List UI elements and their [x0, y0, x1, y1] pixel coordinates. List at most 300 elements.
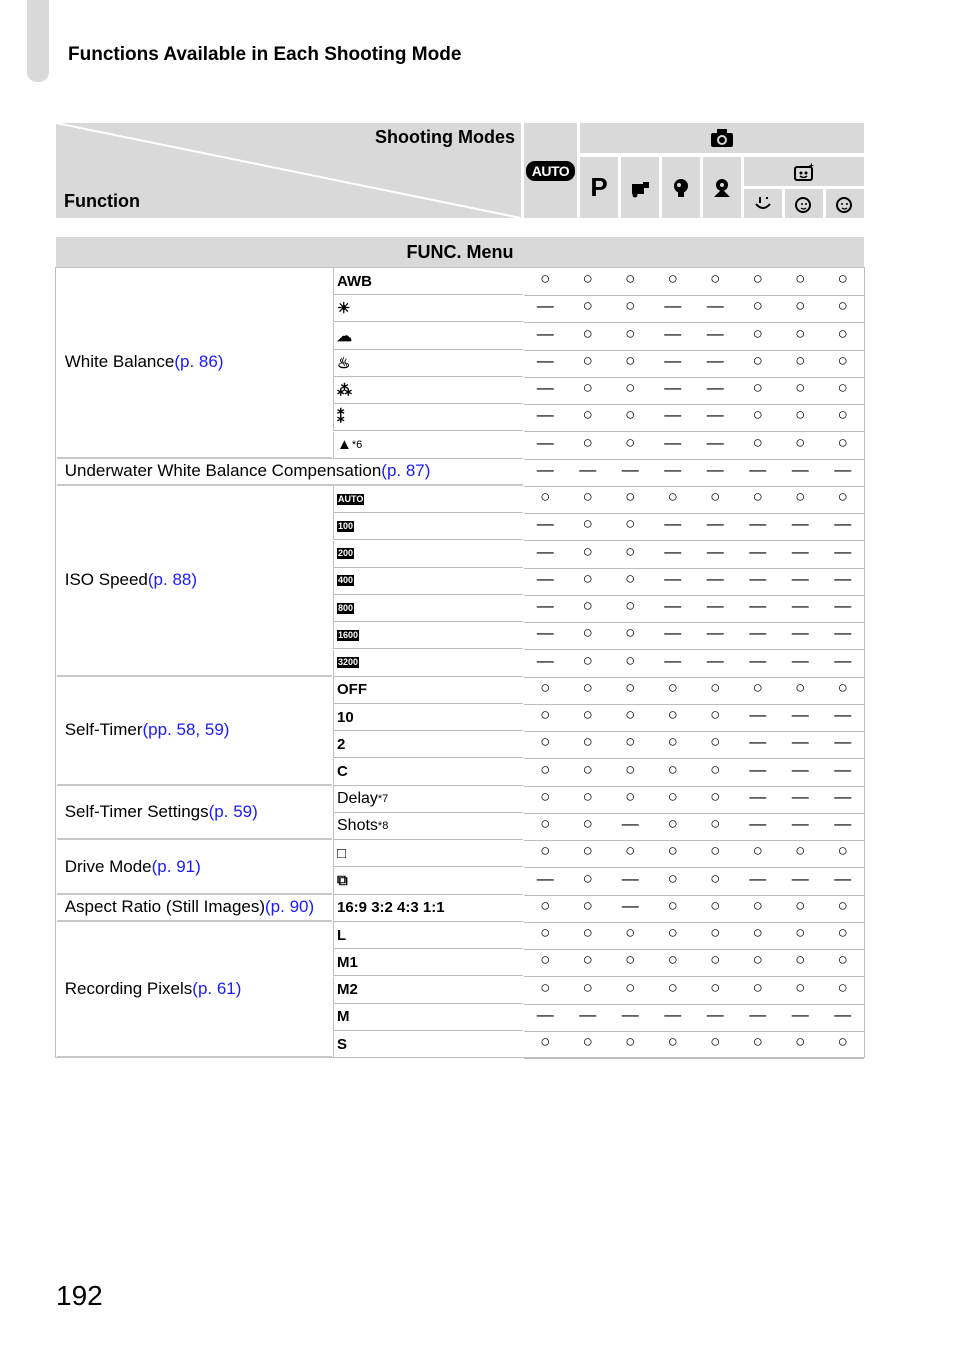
availability-cell: ○	[625, 514, 636, 534]
setting-option	[333, 350, 523, 377]
setting-option-label: 1600	[338, 629, 359, 640]
availability-cell: —	[749, 759, 767, 779]
availability-cell: —	[834, 1004, 852, 1024]
setting-option	[333, 813, 523, 840]
availability-cell: —	[664, 323, 682, 343]
setting-option	[333, 295, 523, 322]
availability-cell: —	[706, 1004, 724, 1024]
availability-cell: —	[834, 568, 852, 588]
availability-cell: —	[536, 405, 554, 425]
page-tab-marker	[27, 0, 49, 82]
availability-cell: —	[791, 732, 809, 752]
setting-option-label: ☀	[337, 300, 351, 318]
setting-option	[333, 541, 523, 568]
availability-cell: ○	[837, 487, 848, 506]
availability-cell: ○	[752, 487, 763, 506]
availability-cell: —	[834, 623, 852, 643]
availability-cell: —	[536, 296, 554, 316]
availability-cell: ○	[625, 977, 636, 997]
availability-cell: —	[664, 568, 682, 588]
availability-cell: ○	[795, 296, 806, 316]
availability-cell: —	[791, 568, 809, 588]
setting-option-label: ⁑	[337, 409, 345, 427]
availability-cell: —	[834, 705, 852, 724]
smart-shutter-group-icon	[793, 162, 815, 182]
page-reference-link[interactable]: (pp. 58, 59)	[142, 720, 230, 740]
availability-cell: ○	[837, 323, 848, 343]
function-name: Drive Mode	[60, 856, 152, 876]
availability-cell: ○	[837, 950, 848, 970]
function-label: Function	[64, 191, 140, 211]
availability-cell: —	[791, 1004, 809, 1024]
setting-option-label: ⧉	[337, 872, 348, 889]
availability-cell: ○	[837, 350, 848, 370]
availability-cell: —	[536, 459, 554, 479]
setting-option-label: ♨	[337, 354, 351, 372]
availability-cell: ○	[795, 350, 806, 370]
availability-cell: ○	[752, 950, 763, 970]
setting-option	[333, 595, 523, 622]
availability-cell: —	[834, 514, 852, 534]
setting-option	[333, 704, 523, 731]
availability-cell: ○	[795, 269, 806, 288]
availability-row	[524, 786, 864, 814]
availability-row	[524, 350, 864, 378]
availability-cell: ○	[625, 732, 636, 752]
availability-cell: ○	[582, 623, 593, 643]
availability-cell: ○	[837, 1032, 848, 1051]
availability-cell: —	[536, 514, 554, 534]
availability-cell: ○	[795, 1032, 806, 1051]
availability-cell: ○	[710, 1032, 721, 1051]
availability-cell: ○	[540, 1032, 551, 1051]
availability-cell: —	[536, 350, 554, 370]
setting-option-label: AUTO	[338, 493, 364, 504]
setting-option-label: Shots	[337, 817, 378, 834]
page-reference-link[interactable]: (p. 86)	[174, 352, 224, 372]
page-reference-link[interactable]: (p. 87)	[381, 461, 431, 481]
availability-cell: —	[706, 514, 724, 534]
availability-cell: ○	[625, 923, 636, 942]
availability-cell: ○	[710, 269, 721, 288]
availability-cell: ○	[710, 487, 721, 506]
availability-cell: —	[791, 514, 809, 534]
availability-cell: —	[664, 296, 682, 316]
setting-option-label: ⁂	[337, 382, 352, 399]
function-name: Self-Timer	[60, 720, 143, 740]
availability-cell: ○	[582, 923, 593, 942]
availability-cell: ○	[582, 350, 593, 370]
setting-option	[333, 513, 523, 540]
availability-cell: ○	[710, 732, 721, 752]
availability-cell: ○	[582, 487, 593, 506]
availability-cell: —	[749, 650, 767, 670]
availability-cell: ○	[710, 977, 721, 997]
availability-cell: ○	[582, 432, 593, 452]
availability-cell: —	[536, 623, 554, 643]
setting-option-label: AWB	[337, 272, 372, 290]
availability-cell: —	[536, 323, 554, 343]
availability-cell: ○	[710, 814, 721, 833]
availability-cell: ○	[582, 677, 593, 697]
function-name: Underwater White Balance Compensation	[60, 461, 382, 481]
availability-row	[524, 650, 864, 678]
availability-cell: —	[536, 432, 554, 452]
availability-cell: ○	[625, 432, 636, 452]
page-reference-link[interactable]: (p. 59)	[208, 802, 258, 821]
availability-row	[524, 568, 864, 596]
availability-cell: —	[749, 514, 767, 534]
availability-row	[524, 541, 864, 569]
availability-cell: —	[621, 1004, 639, 1024]
availability-cell: ○	[752, 432, 763, 452]
availability-cell: ○	[625, 487, 636, 506]
availability-row	[524, 295, 864, 323]
availability-cell: ○	[582, 405, 593, 425]
availability-cell: —	[664, 514, 682, 534]
availability-cell: ○	[837, 895, 848, 915]
setting-option-label: Delay	[337, 789, 378, 807]
availability-cell: ○	[795, 405, 806, 425]
availability-cell: ○	[837, 432, 848, 452]
availability-cell: —	[706, 596, 724, 615]
availability-cell: —	[664, 350, 682, 370]
availability-cell: ○	[540, 705, 551, 724]
availability-cell: —	[706, 568, 724, 588]
availability-cell: ○	[795, 923, 806, 942]
availability-cell: —	[664, 596, 682, 615]
availability-row	[524, 813, 864, 841]
setting-option	[333, 895, 523, 922]
availability-cell: ○	[625, 350, 636, 370]
portrait-movie-icon	[629, 178, 651, 198]
availability-cell: ○	[625, 1032, 636, 1051]
availability-cell: ○	[667, 677, 678, 697]
availability-cell: ○	[540, 950, 551, 970]
availability-cell: —	[791, 786, 809, 806]
availability-cell: ○	[752, 977, 763, 997]
setting-option-label: 400	[338, 575, 354, 586]
availability-cell: —	[706, 405, 724, 425]
function-header-cell	[56, 123, 521, 218]
availability-cell: ○	[667, 487, 678, 506]
availability-cell: ○	[795, 950, 806, 970]
availability-cell: ○	[582, 705, 593, 724]
footnote-marker: *6	[351, 438, 363, 451]
availability-cell: —	[749, 814, 767, 833]
availability-cell: —	[749, 596, 767, 615]
face-self-timer-icon	[834, 194, 856, 214]
availability-cell: —	[621, 814, 639, 833]
setting-option	[333, 949, 523, 976]
availability-cell: ○	[625, 786, 636, 806]
setting-option-label: L	[337, 926, 347, 944]
function-name: Self-Timer Settings	[60, 802, 209, 821]
availability-cell: —	[834, 459, 852, 479]
availability-cell: —	[791, 623, 809, 643]
availability-cell: ○	[752, 269, 763, 288]
availability-row	[524, 731, 864, 759]
availability-cell: ○	[625, 650, 636, 670]
availability-cell: ○	[752, 923, 763, 942]
availability-cell: ○	[582, 786, 593, 806]
availability-cell: ○	[667, 841, 678, 861]
page-number: 192	[56, 1280, 103, 1311]
availability-row	[524, 595, 864, 623]
availability-cell: ○	[540, 923, 551, 942]
setting-option-label: 200	[338, 548, 354, 558]
availability-cell: —	[791, 541, 809, 561]
setting-option	[333, 486, 523, 513]
availability-cell: ○	[667, 923, 678, 942]
availability-cell: ○	[582, 296, 593, 316]
availability-cell: —	[621, 895, 639, 915]
availability-cell: ○	[625, 841, 636, 861]
availability-cell: ○	[752, 895, 763, 915]
auto-mode-column	[524, 123, 577, 218]
availability-row	[524, 868, 864, 896]
availability-cell: ○	[582, 514, 593, 534]
page-reference-link[interactable]: (p. 88)	[147, 570, 198, 590]
availability-row	[524, 513, 864, 541]
availability-cell: ○	[710, 868, 721, 888]
availability-cell: ○	[540, 487, 551, 506]
availability-cell: —	[834, 786, 852, 806]
availability-cell: ○	[837, 977, 848, 997]
setting-option-label: S	[337, 1035, 348, 1053]
function-label-0	[57, 268, 332, 459]
wink-self-timer-icon	[793, 194, 815, 214]
auto-mode-icon: AUTO	[526, 161, 575, 181]
availability-cell: —	[536, 868, 554, 888]
availability-cell: —	[664, 432, 682, 452]
availability-cell: ○	[667, 950, 678, 970]
footnote-marker: *8	[377, 820, 389, 832]
availability-cell: —	[791, 596, 809, 615]
availability-cell: —	[706, 350, 724, 370]
page-title: Functions Available in Each Shooting Mode	[68, 44, 462, 65]
function-label-1	[57, 459, 523, 486]
setting-option-label: 10	[337, 708, 354, 726]
availability-cell: ○	[752, 677, 763, 697]
availability-cell: —	[664, 1004, 682, 1024]
setting-option-label: 3200	[338, 657, 359, 667]
availability-cell: ○	[837, 405, 848, 425]
availability-cell: ○	[667, 786, 678, 806]
availability-cell: —	[706, 323, 724, 343]
availability-cell: —	[706, 378, 724, 397]
mode-column-3	[662, 157, 700, 218]
availability-cell: —	[749, 459, 767, 479]
availability-cell: ○	[837, 841, 848, 861]
footnote-marker: *7	[377, 792, 389, 805]
smart-shutter-icon	[711, 177, 733, 199]
availability-cell: —	[834, 541, 852, 561]
availability-cell: —	[749, 623, 767, 643]
availability-cell: —	[536, 1004, 554, 1024]
availability-row	[524, 1004, 864, 1032]
availability-cell: ○	[582, 323, 593, 343]
availability-cell: ○	[582, 650, 593, 670]
availability-cell: ○	[795, 487, 806, 506]
availability-row	[524, 622, 864, 650]
setting-option	[333, 677, 523, 704]
availability-cell: —	[664, 405, 682, 425]
availability-row	[524, 895, 864, 923]
availability-cell: —	[834, 759, 852, 779]
availability-cell: ○	[667, 895, 678, 915]
page-reference-link[interactable]: (p. 61)	[192, 979, 242, 999]
kids-pets-icon	[670, 177, 692, 199]
availability-cell: —	[536, 596, 554, 615]
availability-cell: ○	[625, 950, 636, 970]
availability-cell: —	[536, 650, 554, 670]
function-label-6	[57, 895, 332, 922]
setting-option	[333, 731, 523, 758]
setting-option-label: C	[337, 763, 348, 780]
availability-cell: ○	[752, 378, 763, 397]
setting-option-label: M	[337, 1008, 350, 1026]
availability-cell: ○	[582, 732, 593, 752]
availability-cell: —	[791, 650, 809, 670]
availability-cell: ○	[752, 405, 763, 425]
availability-cell: —	[706, 432, 724, 452]
availability-cell: ○	[625, 677, 636, 697]
availability-cell: ○	[667, 1032, 678, 1051]
availability-cell: —	[749, 705, 767, 724]
availability-row	[524, 459, 864, 487]
availability-cell: ○	[625, 541, 636, 561]
availability-cell: ○	[710, 786, 721, 806]
availability-cell: ○	[837, 923, 848, 942]
mode-column-2	[621, 157, 659, 218]
availability-cell: ○	[582, 950, 593, 970]
availability-cell: ○	[667, 814, 678, 833]
smile-icon	[752, 194, 774, 214]
function-name: White Balance	[60, 352, 175, 372]
availability-cell: —	[621, 868, 639, 888]
setting-option	[333, 622, 523, 649]
availability-cell: —	[706, 459, 724, 479]
availability-cell: ○	[837, 296, 848, 316]
availability-row	[524, 404, 864, 432]
function-label-4	[57, 786, 332, 841]
availability-row	[524, 922, 864, 950]
availability-cell: ○	[667, 977, 678, 997]
setting-option	[333, 323, 523, 350]
availability-cell: —	[791, 705, 809, 724]
smart-shutter-group	[744, 157, 864, 186]
availability-cell: ○	[625, 759, 636, 779]
availability-cell: ○	[752, 323, 763, 343]
availability-cell: ○	[710, 950, 721, 970]
availability-row	[524, 323, 864, 351]
availability-cell: ○	[625, 269, 636, 288]
camera-mode-group	[580, 123, 864, 153]
availability-cell: ○	[582, 814, 593, 833]
availability-cell: ○	[667, 868, 678, 888]
availability-cell: ○	[582, 568, 593, 588]
availability-cell: ○	[582, 378, 593, 397]
availability-cell: ○	[795, 895, 806, 915]
availability-cell: ○	[710, 705, 721, 724]
mode-column-7	[785, 189, 823, 218]
availability-cell: ○	[582, 868, 593, 888]
mode-column-6	[744, 189, 782, 218]
availability-row	[524, 268, 864, 296]
availability-cell: —	[706, 650, 724, 670]
availability-cell: ○	[625, 623, 636, 643]
availability-cell: ○	[625, 705, 636, 724]
availability-cell: —	[834, 868, 852, 888]
availability-cell: —	[834, 650, 852, 670]
availability-row	[524, 377, 864, 405]
setting-option	[333, 759, 523, 786]
availability-cell: ○	[752, 841, 763, 861]
setting-option-label: 2	[337, 735, 346, 753]
availability-cell: —	[834, 596, 852, 615]
availability-cell: —	[579, 1004, 597, 1024]
setting-option	[333, 786, 523, 813]
availability-cell: ○	[795, 323, 806, 343]
function-name: ISO Speed	[60, 570, 148, 590]
availability-cell: ○	[625, 568, 636, 588]
mode-column-4	[703, 157, 741, 218]
availability-row	[524, 949, 864, 977]
availability-cell: ○	[540, 269, 551, 288]
availability-cell: ○	[710, 895, 721, 915]
availability-row	[524, 432, 864, 460]
availability-cell: ○	[582, 596, 593, 615]
availability-cell: —	[749, 732, 767, 752]
availability-row	[524, 759, 864, 787]
availability-cell: —	[834, 732, 852, 752]
page-reference-link[interactable]: (p. 91)	[151, 856, 201, 876]
availability-cell: ○	[710, 759, 721, 779]
availability-row	[524, 840, 864, 868]
setting-option	[333, 977, 523, 1004]
mode-column-8	[826, 189, 864, 218]
function-label-2	[57, 486, 332, 677]
availability-cell: —	[706, 541, 724, 561]
availability-cell: ○	[540, 786, 551, 806]
availability-cell: —	[706, 296, 724, 316]
availability-cell: —	[664, 541, 682, 561]
availability-cell: —	[536, 568, 554, 588]
availability-row	[524, 704, 864, 732]
availability-cell: —	[664, 650, 682, 670]
availability-cell: ○	[625, 378, 636, 397]
function-label-3	[57, 677, 332, 786]
availability-cell: ○	[710, 923, 721, 942]
setting-option-label: M2	[337, 981, 358, 998]
availability-cell: ○	[625, 405, 636, 425]
function-name: Recording Pixels	[60, 979, 193, 999]
availability-cell: —	[791, 459, 809, 479]
availability-row	[524, 486, 864, 514]
availability-cell: —	[749, 1004, 767, 1024]
availability-cell: ○	[582, 1032, 593, 1051]
camera-icon	[710, 128, 734, 148]
availability-cell: —	[664, 623, 682, 643]
page-reference-link[interactable]: (p. 90)	[265, 897, 315, 917]
setting-option	[333, 1031, 523, 1058]
availability-cell: —	[664, 459, 682, 479]
availability-cell: ○	[540, 841, 551, 861]
availability-cell: ○	[710, 841, 721, 861]
func-menu-heading: FUNC. Menu	[56, 237, 864, 267]
setting-option-label: ☁	[337, 327, 352, 345]
